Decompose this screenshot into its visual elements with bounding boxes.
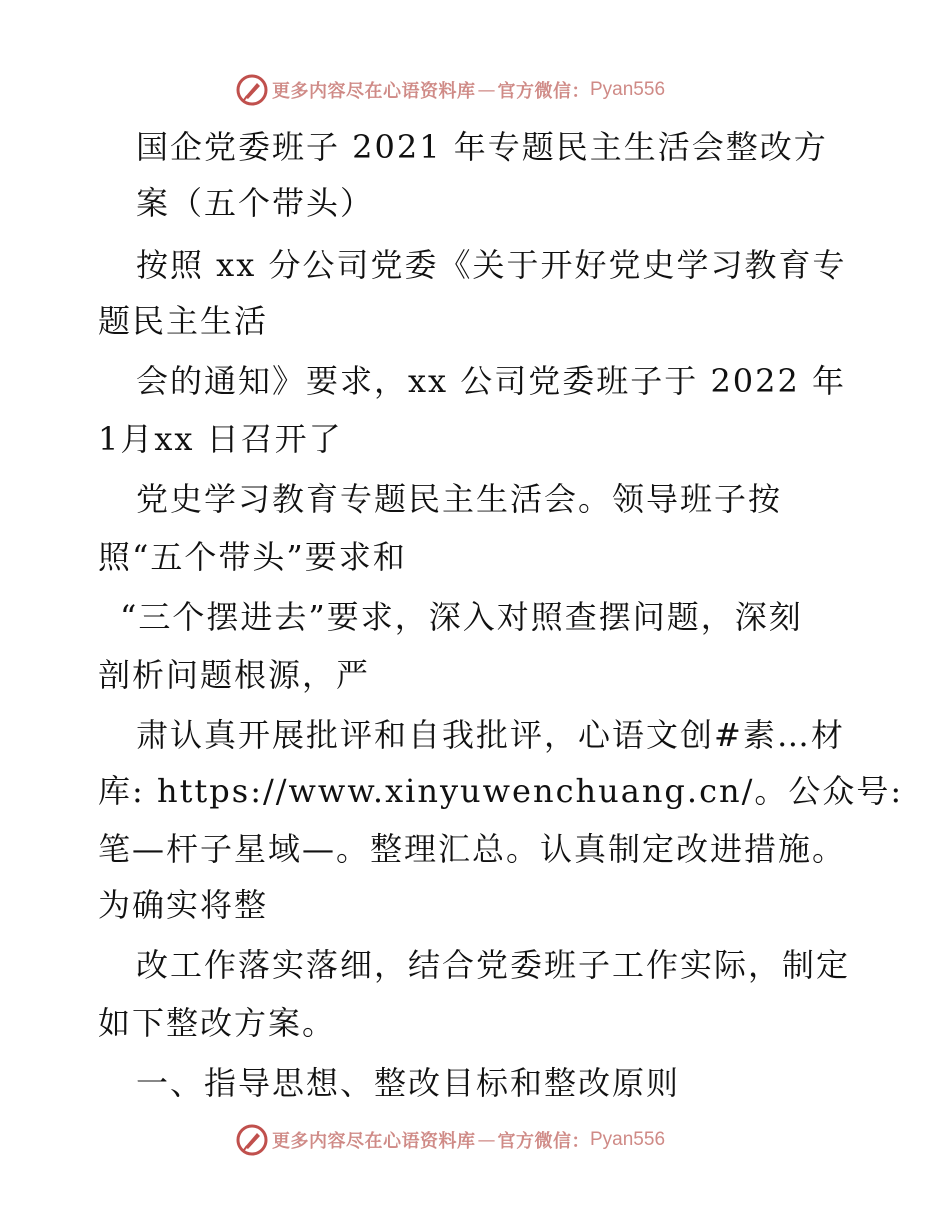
doc-title-line-2: 案（五个带头）: [136, 184, 375, 222]
doc-line: 会的通知》要求，xx 公司党委班子于 2022 年: [136, 362, 847, 400]
banner-wechat-label: 官方微信：: [497, 1131, 590, 1152]
quill-pen-logo-icon: [236, 74, 268, 106]
banner-wechat-id: Pyan556: [590, 79, 666, 100]
doc-line: 照“五个带头”要求和: [98, 538, 407, 576]
banner-text: 更多内容尽在心语资料库: [272, 1131, 476, 1152]
banner-wechat-id: Pyan556: [590, 1129, 666, 1150]
doc-line: 1月xx 日召开了: [98, 420, 343, 458]
doc-line: 改工作落实落细，结合党委班子工作实际，制定: [136, 946, 851, 984]
banner-separator: —: [477, 79, 496, 101]
footer-watermark-banner: [236, 1123, 665, 1157]
banner-separator: —: [477, 1129, 496, 1151]
doc-line: 党史学习教育专题民主生活会。领导班子按: [136, 480, 783, 518]
doc-line: 为确实将整: [98, 886, 269, 924]
doc-line: 笔—杆子星域—。整理汇总。认真制定改进措施。: [98, 830, 847, 868]
doc-section-heading: 一、指导思想、整改目标和整改原则: [136, 1064, 681, 1102]
banner-wechat-label: 官方微信：: [497, 81, 590, 102]
doc-line: 肃认真开展批评和自我批评，心语文创#素…材: [136, 716, 845, 754]
banner-text: 更多内容尽在心语资料库: [272, 81, 476, 102]
doc-line: 题民主生活: [98, 302, 269, 340]
doc-line: 如下整改方案。: [98, 1004, 337, 1042]
doc-line: 按照 xx 分公司党委《关于开好党史学习教育专: [136, 246, 847, 284]
doc-line: “三个摆进去”要求，深入对照查摆问题，深刻: [120, 598, 803, 636]
doc-line-url: 库: https://www.xinyuwenchuang.cn/。公众号:: [98, 772, 904, 810]
doc-line: 剖析问题根源，严: [98, 656, 371, 694]
quill-pen-logo-icon: [236, 1124, 268, 1156]
header-watermark-banner: [236, 73, 665, 107]
doc-title-line-1: 国企党委班子 2021 年专题民主生活会整改方: [136, 128, 828, 166]
